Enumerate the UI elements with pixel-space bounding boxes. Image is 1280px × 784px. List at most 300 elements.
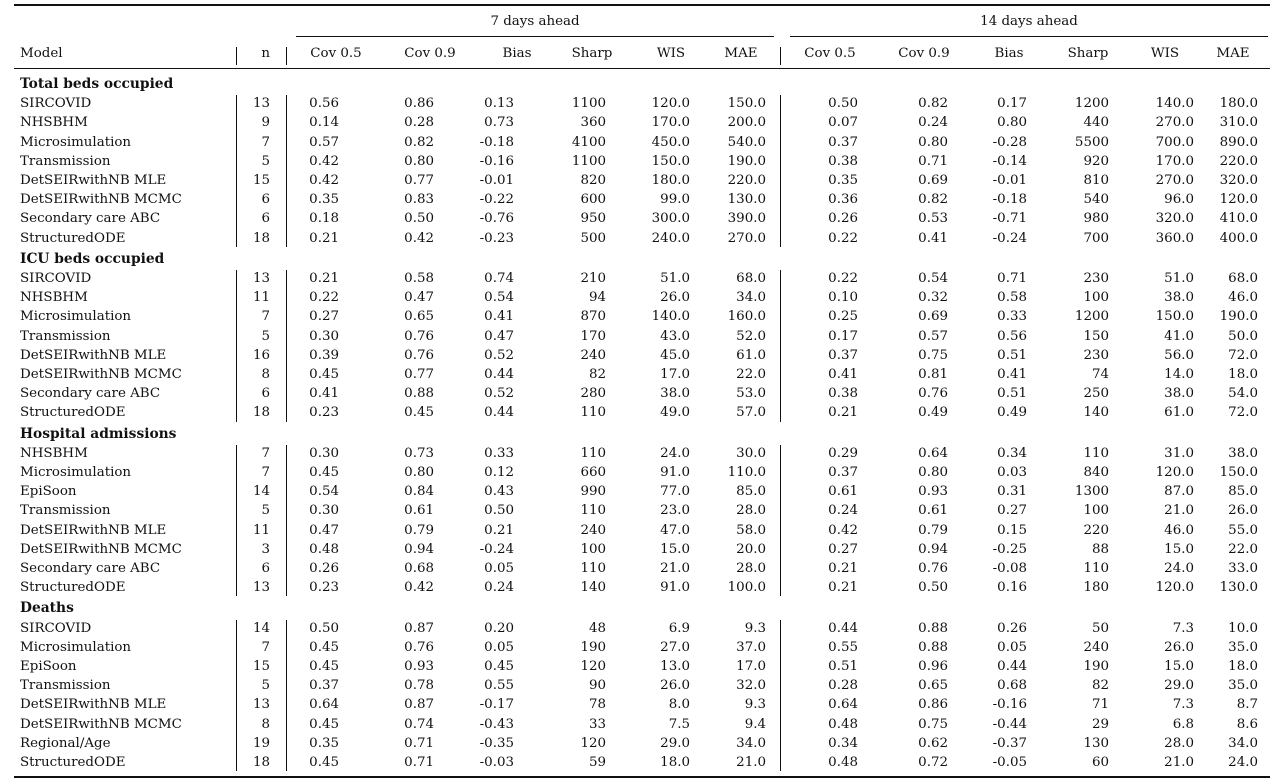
value-cell: 0.37 [828,134,858,150]
value-cell: 0.48 [309,541,339,557]
table-row [14,307,1270,326]
value-cell: 90 [588,678,606,694]
value-cell: 220.0 [727,173,766,188]
value-cell: 13 [252,580,270,596]
value-cell: 320.0 [1155,211,1194,227]
value-cell: 0.79 [404,522,434,538]
value-cell: 14 [252,620,270,636]
value-cell: 980 [1083,211,1109,227]
value-cell: 77.0 [660,484,690,500]
value-cell: 0.30 [309,445,339,461]
section-header-row [14,250,1270,269]
value-cell: 68.0 [736,271,766,286]
value-cell: 26.0 [660,290,690,306]
model-name-cell: SIRCOVID [20,620,92,636]
table-row [14,638,1270,657]
value-cell: 0.42 [309,173,339,188]
value-cell: 130.0 [1219,580,1258,596]
value-cell: 9.3 [744,620,766,636]
value-cell: 0.15 [997,522,1027,538]
value-cell: 29.0 [660,735,690,751]
model-name-cell: StructuredODE [20,405,126,421]
value-cell: 360 [580,115,606,131]
value-cell: 0.42 [404,230,434,246]
value-cell: 0.82 [404,134,434,150]
value-cell: 0.26 [997,620,1027,636]
column-header: MAE [724,46,758,61]
value-cell: 0.45 [404,405,434,421]
value-cell: 87.0 [1164,484,1194,500]
section-title: ICU beds occupied [20,250,165,267]
value-cell: 230 [1083,271,1109,286]
value-cell: 0.80 [404,153,434,169]
value-cell: 0.31 [997,484,1027,500]
column-separator [236,47,237,65]
value-cell: 0.43 [484,484,514,500]
section-title: Deaths [20,600,74,617]
value-cell: 15 [252,173,270,188]
value-cell: 5 [261,153,270,169]
value-cell: 52.0 [736,328,766,344]
table-row [14,734,1270,753]
model-name-cell: DetSEIRwithNB MCMC [20,716,182,732]
value-cell: 11 [252,290,270,306]
model-name-cell: Regional/Age [20,735,111,751]
value-cell: 0.05 [484,561,514,576]
value-cell: 34.0 [736,735,766,751]
value-cell: 51.0 [660,271,690,286]
value-cell: 0.74 [404,716,434,732]
value-cell: 18.0 [1228,659,1258,674]
column-separator [780,445,781,597]
value-cell: 0.45 [309,465,339,480]
value-cell: 130 [1083,735,1109,751]
value-cell: 15.0 [1164,659,1194,674]
value-cell: 540.0 [727,134,766,150]
table-row [14,94,1270,113]
value-cell: 43.0 [660,328,690,344]
value-cell: 0.50 [309,620,339,636]
group-header: 14 days ahead [980,14,1078,29]
value-cell: 30.0 [736,445,766,461]
value-cell: 0.68 [404,561,434,576]
value-cell: 56.0 [1164,347,1194,363]
value-cell: 190 [1083,659,1109,674]
column-header: Model [20,46,63,61]
value-cell: 0.80 [404,465,434,480]
value-cell: 240.0 [651,230,690,246]
value-cell: 0.45 [309,659,339,674]
column-separator [236,620,237,772]
table-row [14,540,1270,559]
table-row [14,190,1270,209]
column-header: Sharp [1067,46,1109,61]
value-cell: 0.38 [828,153,858,169]
value-cell: 21.0 [660,561,690,576]
column-separator [286,270,287,422]
value-cell: 32.0 [736,678,766,694]
value-cell: 0.57 [918,328,948,344]
value-cell: 9 [261,115,270,131]
value-cell: 0.49 [918,405,948,421]
table-row [14,171,1270,190]
model-name-cell: NHSBHM [20,445,88,461]
model-name-cell: StructuredODE [20,580,126,596]
value-cell: 0.61 [918,503,948,519]
value-cell: -0.14 [992,153,1027,169]
value-cell: 0.33 [997,309,1027,325]
value-cell: 61.0 [1164,405,1194,421]
column-header: n [261,46,270,61]
value-cell: 50 [1091,620,1109,636]
value-cell: 38.0 [1164,386,1194,402]
value-cell: 0.22 [309,290,339,306]
value-cell: 140 [580,580,606,596]
value-cell: 27.0 [660,639,690,655]
table-row [14,229,1270,248]
value-cell: 37.0 [736,639,766,655]
value-cell: 0.93 [918,484,948,500]
value-cell: 6 [261,192,270,208]
value-cell: 110 [580,445,606,461]
value-cell: -0.25 [992,541,1027,557]
column-header: Cov 0.5 [310,46,362,61]
column-separator [286,95,287,247]
value-cell: 18.0 [1228,367,1258,382]
value-cell: 13 [252,697,270,713]
value-cell: 0.16 [997,580,1027,596]
value-cell: 8 [261,716,270,732]
value-cell: 0.42 [309,153,339,169]
value-cell: 0.45 [309,755,339,770]
value-cell: 450.0 [651,134,690,150]
table-rule [14,68,1270,69]
value-cell: 29 [1091,716,1109,732]
value-cell: 0.51 [997,386,1027,402]
value-cell: 0.71 [404,755,434,770]
table-row [14,384,1270,403]
model-name-cell: DetSEIRwithNB MCMC [20,192,182,208]
value-cell: 34.0 [736,290,766,306]
group-underline [296,36,774,37]
value-cell: 0.65 [404,309,434,325]
value-cell: 7 [261,309,270,325]
value-cell: 0.54 [918,271,948,286]
value-cell: 59 [588,755,606,770]
model-name-cell: Microsimulation [20,309,132,325]
value-cell: -0.71 [992,211,1027,227]
value-cell: 15.0 [660,541,690,557]
value-cell: 24.0 [660,445,690,461]
value-cell: 100 [1083,290,1109,306]
value-cell: 54.0 [1228,386,1258,402]
value-cell: 0.25 [828,309,858,325]
value-cell: 0.21 [828,561,858,576]
value-cell: -0.05 [992,755,1027,770]
value-cell: 0.51 [828,659,858,674]
value-cell: -0.03 [479,755,514,770]
model-name-cell: Secondary care ABC [20,211,161,227]
value-cell: 170 [580,328,606,344]
section-header-row [14,75,1270,94]
value-cell: 0.23 [309,580,339,596]
value-cell: 0.71 [918,153,948,169]
value-cell: 660 [580,465,606,480]
value-cell: 0.71 [404,735,434,751]
value-cell: 0.72 [918,755,948,770]
value-cell: 110.0 [727,465,766,480]
value-cell: 50.0 [1228,328,1258,344]
value-cell: 110 [1083,445,1109,461]
value-cell: 29.0 [1164,678,1194,694]
value-cell: 270.0 [1155,173,1194,188]
value-cell: 0.61 [404,503,434,519]
value-cell: 120.0 [1155,580,1194,596]
value-cell: 0.20 [484,620,514,636]
value-cell: 7 [261,445,270,461]
column-separator [286,445,287,597]
value-cell: 120.0 [1219,192,1258,208]
value-cell: 0.88 [404,386,434,402]
value-cell: 0.88 [918,639,948,655]
value-cell: 0.82 [918,96,948,112]
table-row [14,482,1270,501]
value-cell: 68.0 [1228,271,1258,286]
value-cell: 230 [1083,347,1109,363]
value-cell: -0.24 [479,541,514,557]
value-cell: 28.0 [1164,735,1194,751]
value-cell: 38.0 [1228,445,1258,461]
model-name-cell: EpiSoon [20,659,77,674]
value-cell: 200.0 [727,115,766,131]
value-cell: 870 [580,309,606,325]
value-cell: 390.0 [727,211,766,227]
value-cell: 0.07 [828,115,858,131]
value-cell: 0.47 [309,522,339,538]
value-cell: 120.0 [1155,465,1194,480]
value-cell: 0.42 [828,522,858,538]
value-cell: 16 [252,347,270,363]
column-header: Cov 0.5 [804,46,856,61]
column-separator [780,620,781,772]
value-cell: 21.0 [1164,503,1194,519]
value-cell: 240 [580,347,606,363]
value-cell: 9.3 [744,697,766,713]
value-cell: 47.0 [660,522,690,538]
value-cell: 0.94 [918,541,948,557]
value-cell: 0.22 [828,271,858,286]
value-cell: 7.5 [668,716,690,732]
value-cell: 45.0 [660,347,690,363]
value-cell: 0.64 [918,445,948,461]
model-name-cell: NHSBHM [20,290,88,306]
table-row [14,152,1270,171]
value-cell: 0.76 [404,639,434,655]
value-cell: 250 [1083,386,1109,402]
model-name-cell: SIRCOVID [20,96,92,112]
value-cell: 0.21 [309,230,339,246]
value-cell: 60 [1091,755,1109,770]
value-cell: 1200 [1074,96,1109,112]
value-cell: 0.21 [828,405,858,421]
value-cell: 0.76 [404,328,434,344]
value-cell: 0.86 [918,697,948,713]
value-cell: 14 [252,484,270,500]
model-name-cell: Secondary care ABC [20,561,161,576]
value-cell: 20.0 [736,541,766,557]
value-cell: 18 [252,405,270,421]
value-cell: 210 [580,271,606,286]
table-row [14,619,1270,638]
value-cell: 0.56 [309,96,339,112]
value-cell: 220.0 [1219,153,1258,169]
column-header: MAE [1216,46,1250,61]
table-row [14,365,1270,384]
value-cell: 890.0 [1219,134,1258,150]
value-cell: 78 [588,697,606,713]
value-cell: -0.35 [479,735,514,751]
value-cell: 0.12 [484,465,514,480]
value-cell: -0.08 [992,561,1027,576]
value-cell: 85.0 [1228,484,1258,500]
value-cell: 990 [580,484,606,500]
column-header: Cov 0.9 [898,46,950,61]
column-separator [286,620,287,772]
value-cell: 11 [252,522,270,538]
value-cell: 100.0 [727,580,766,596]
value-cell: 0.77 [404,367,434,382]
value-cell: -0.16 [992,697,1027,713]
value-cell: 0.73 [404,445,434,461]
value-cell: 46.0 [1164,522,1194,538]
value-cell: 150.0 [1155,309,1194,325]
value-cell: 150.0 [727,96,766,112]
value-cell: 23.0 [660,503,690,519]
value-cell: 0.24 [828,503,858,519]
model-name-cell: StructuredODE [20,230,126,246]
value-cell: -0.18 [992,192,1027,208]
value-cell: 8.0 [668,697,690,713]
column-header: Sharp [571,46,613,61]
model-name-cell: Transmission [20,678,111,694]
value-cell: 7.3 [1172,620,1194,636]
value-cell: 0.64 [828,697,858,713]
value-cell: 950 [580,211,606,227]
value-cell: 0.24 [484,580,514,596]
value-cell: 500 [580,230,606,246]
model-name-cell: DetSEIRwithNB MCMC [20,367,182,382]
value-cell: 3 [261,541,270,557]
value-cell: 0.27 [828,541,858,557]
value-cell: 0.76 [918,561,948,576]
value-cell: 0.26 [309,561,339,576]
value-cell: 0.54 [484,290,514,306]
value-cell: 0.41 [918,230,948,246]
value-cell: -0.24 [992,230,1027,246]
value-cell: 310.0 [1219,115,1258,131]
value-cell: 24.0 [1228,755,1258,770]
value-cell: 360.0 [1155,230,1194,246]
value-cell: 0.26 [828,211,858,227]
section-header-row [14,425,1270,444]
value-cell: 21.0 [1164,755,1194,770]
model-name-cell: Microsimulation [20,465,132,480]
value-cell: 0.87 [404,697,434,713]
value-cell: 0.28 [828,678,858,694]
group-underline [790,36,1268,37]
table-rule [14,776,1270,778]
value-cell: 85.0 [736,484,766,500]
value-cell: 240 [580,522,606,538]
value-cell: 0.79 [918,522,948,538]
value-cell: 0.35 [309,192,339,208]
value-cell: 5 [261,503,270,519]
value-cell: 38.0 [1164,290,1194,306]
value-cell: 6.9 [668,620,690,636]
value-cell: 170.0 [1155,153,1194,169]
value-cell: 0.50 [404,211,434,227]
table-row [14,559,1270,578]
value-cell: 0.49 [997,405,1027,421]
value-cell: 190.0 [1219,309,1258,325]
value-cell: 1200 [1074,309,1109,325]
value-cell: 180 [1083,580,1109,596]
value-cell: 0.57 [309,134,339,150]
table-rule [14,4,1270,6]
value-cell: -0.28 [992,134,1027,150]
table-row [14,753,1270,772]
value-cell: 26.0 [660,678,690,694]
column-header: WIS [656,46,686,61]
value-cell: 320.0 [1219,173,1258,188]
table-row [14,327,1270,346]
table-row [14,501,1270,520]
value-cell: 0.21 [309,271,339,286]
value-cell: -0.01 [992,173,1027,188]
value-cell: 49.0 [660,405,690,421]
value-cell: 17.0 [660,367,690,382]
value-cell: 26.0 [1164,639,1194,655]
value-cell: 7.3 [1172,697,1194,713]
value-cell: 26.0 [1228,503,1258,519]
value-cell: 0.94 [404,541,434,557]
model-name-cell: Secondary care ABC [20,386,161,402]
value-cell: 0.24 [918,115,948,131]
value-cell: 0.83 [404,192,434,208]
value-cell: 540 [1083,192,1109,208]
value-cell: 0.71 [997,271,1027,286]
value-cell: 8 [261,367,270,382]
value-cell: 270.0 [1155,115,1194,131]
column-separator [236,445,237,597]
value-cell: 28.0 [736,503,766,519]
value-cell: 13 [252,96,270,112]
value-cell: 0.28 [404,115,434,131]
model-name-cell: Microsimulation [20,134,132,150]
value-cell: 33 [588,716,606,732]
value-cell: 0.38 [828,386,858,402]
section-title: Total beds occupied [20,76,174,92]
table-row [14,403,1270,422]
table-row [14,715,1270,734]
model-name-cell: Transmission [20,153,111,169]
value-cell: 0.52 [484,347,514,363]
value-cell: 18 [252,230,270,246]
model-name-cell: Transmission [20,328,111,344]
table-row [14,578,1270,597]
model-name-cell: StructuredODE [20,755,126,770]
value-cell: 82 [588,367,606,382]
